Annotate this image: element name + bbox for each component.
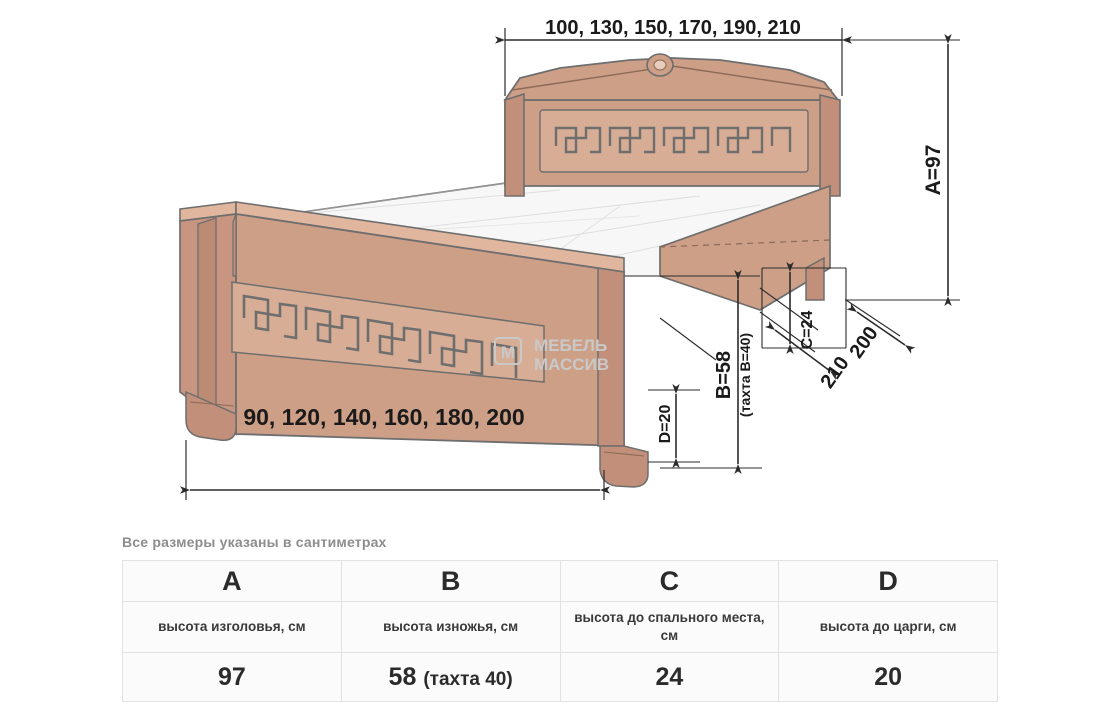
footboard-height-sub: (тахта B=40) [737,332,753,418]
value-b-sub: (тахта 40) [423,668,513,690]
cell-desc-b: высота изножья, см [341,602,560,653]
specifications-table [122,560,998,702]
cell-value-b [341,653,560,702]
cell-desc-c: высота до спального места, см [560,602,779,653]
units-caption: Все размеры указаны в сантиметрах [122,534,387,550]
cell-letter-c: C [560,561,779,602]
cell-letter-a: A [123,561,342,602]
headboard [505,54,840,196]
cell-value-d: 20 [779,653,998,702]
cell-value-a: 97 [123,653,342,702]
headboard-height-label: A=97 [922,144,945,196]
sleeping-height-label: C=24 [799,310,816,350]
cell-desc-d: высота до царги, см [779,602,998,653]
top-width-label: 100, 130, 150, 170, 190, 210 [545,17,801,39]
length-inner-label: 210 [816,352,854,393]
cell-value-c: 24 [560,653,779,702]
footboard-height-label: B=58 [713,350,735,400]
watermark-line1: МЕБЕЛЬ [534,336,608,355]
table-row-descriptions [123,602,998,653]
cell-letter-d: D [779,561,998,602]
rail-height-label: D=20 [657,404,674,444]
front-width-label: 90, 120, 140, 160, 180, 200 [243,404,525,430]
cell-desc-a: высота изголовья, см [123,602,342,653]
table-row-values [123,653,998,702]
watermark-line2: МАССИВ [534,355,610,374]
value-b-main: 58 [388,662,417,691]
cell-letter-b: B [341,561,560,602]
watermark-logo: M [500,343,516,362]
length-outer-label: 200 [845,322,883,363]
table-row-letters [123,561,998,602]
